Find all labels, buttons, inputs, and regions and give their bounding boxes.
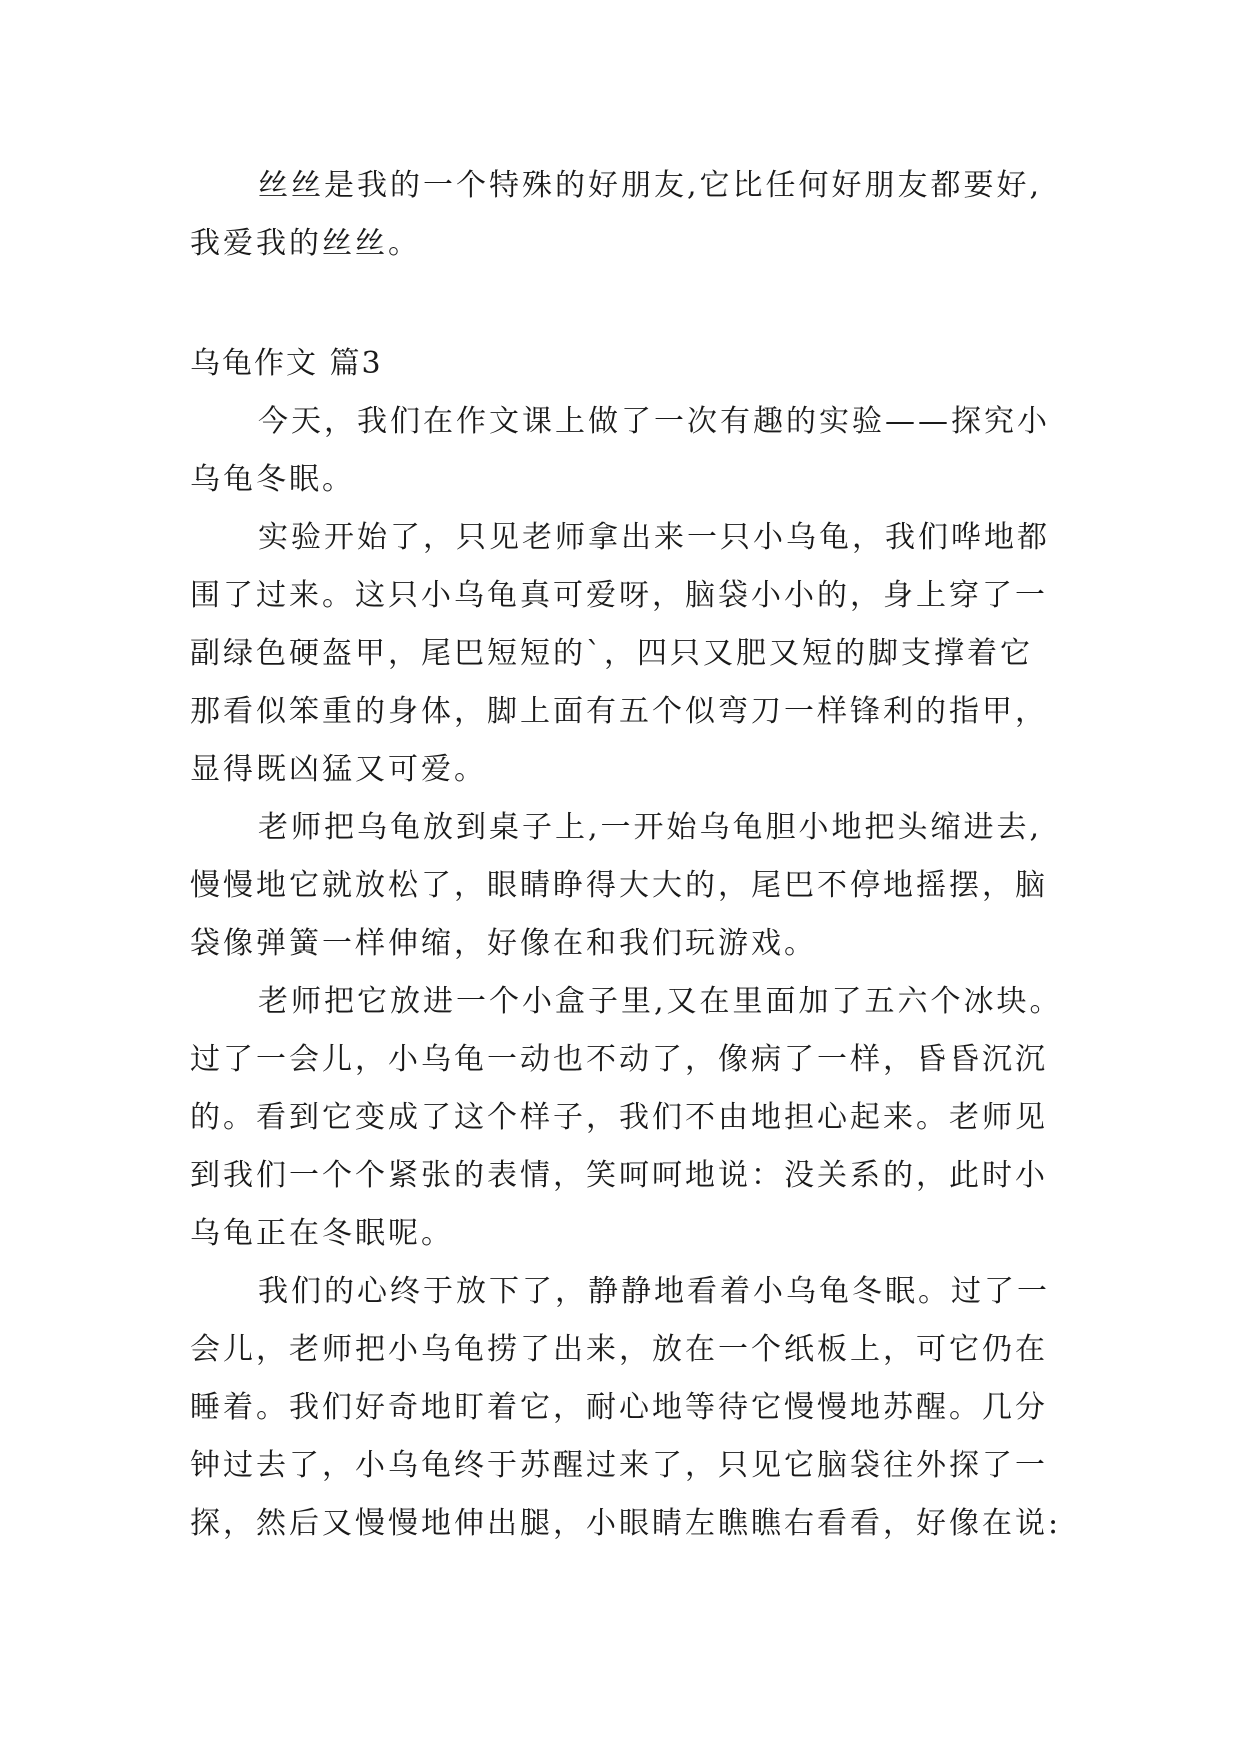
intro-line-2: 我爱我的丝丝。 xyxy=(190,226,421,261)
body-line: 会儿，老师把小乌龟捞了出来，放在一个纸板上，可它仍在 xyxy=(190,1332,1048,1367)
body-line: 到我们一个个紧张的表情，笑呵呵地说：没关系的，此时小 xyxy=(190,1158,1048,1193)
body-line: 老师把乌龟放到桌子上,一开始乌龟胆小地把头缩进去, xyxy=(258,810,1043,845)
body-line: 显得既凶猛又可爱。 xyxy=(190,752,487,787)
body-line: 袋像弹簧一样伸缩，好像在和我们玩游戏。 xyxy=(190,926,817,961)
body-line: 乌龟冬眠。 xyxy=(190,462,355,497)
body-line: 老师把它放进一个小盒子里,又在里面加了五六个冰块。 xyxy=(258,984,1063,1019)
body-line: 我们的心终于放下了，静静地看着小乌龟冬眠。过了一 xyxy=(258,1274,1050,1309)
body-line: 过了一会儿，小乌龟一动也不动了，像病了一样，昏昏沉沉 xyxy=(190,1042,1048,1077)
body-line: 慢慢地它就放松了，眼睛睁得大大的，尾巴不停地摇摆，脑 xyxy=(190,868,1048,903)
body-line: 今天，我们在作文课上做了一次有趣的实验——探究小 xyxy=(258,404,1050,439)
section-heading: 乌龟作文 篇3 xyxy=(190,346,383,381)
body-line: 的。看到它变成了这个样子，我们不由地担心起来。老师见 xyxy=(190,1100,1048,1135)
body-line: 实验开始了，只见老师拿出来一只小乌龟，我们哗地都 xyxy=(258,520,1050,555)
body-line: 围了过来。这只小乌龟真可爱呀，脑袋小小的，身上穿了一 xyxy=(190,578,1048,613)
body-line: 钟过去了，小乌龟终于苏醒过来了，只见它脑袋往外探了一 xyxy=(190,1448,1048,1483)
body-line: 乌龟正在冬眠呢。 xyxy=(190,1216,454,1251)
body-line: 探，然后又慢慢地伸出腿，小眼睛左瞧瞧右看看，好像在说: xyxy=(190,1506,1062,1541)
body-line: 睡着。我们好奇地盯着它，耐心地等待它慢慢地苏醒。几分 xyxy=(190,1390,1048,1425)
body-line: 那看似笨重的身体，脚上面有五个似弯刀一样锋利的指甲， xyxy=(190,694,1048,729)
body-line: 副绿色硬盔甲，尾巴短短的`，四只又肥又短的脚支撑着它 xyxy=(190,636,1033,671)
intro-line-1: 丝丝是我的一个特殊的好朋友,它比任何好朋友都要好, xyxy=(258,168,1043,203)
